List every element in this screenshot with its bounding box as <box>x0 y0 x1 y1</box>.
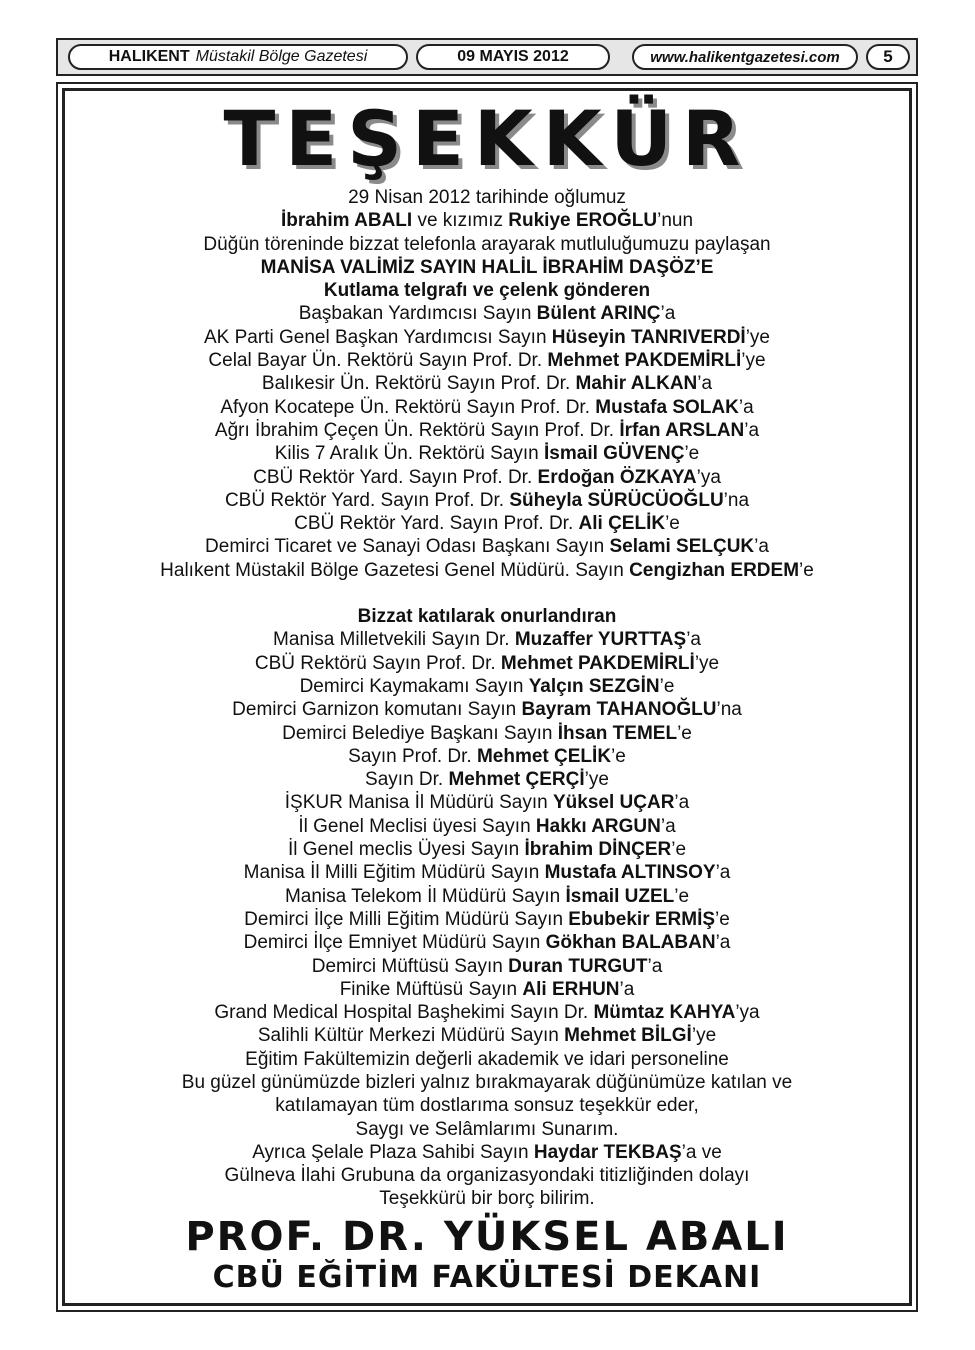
person-name: Selami SELÇUK <box>609 536 755 558</box>
thank-you-text <box>70 186 904 1211</box>
person-name: İsmail UZEL <box>565 885 675 907</box>
text-line-governor: MANİSA VALİMİZ SAYIN HALİL İBRAHİM DAŞÖZ’E <box>260 256 714 278</box>
person-name: Yüksel UÇAR <box>553 792 675 814</box>
person-name: Haydar TEKBAŞ <box>533 1141 682 1163</box>
text-line: İl Genel meclis Üyesi Sayın İbrahim DİNÇER’e <box>287 839 687 861</box>
person-name: Rukiye EROĞLU <box>508 210 658 232</box>
person-name: Muzaffer YURTTAŞ <box>514 629 687 651</box>
person-name: Mahir ALKAN <box>575 373 698 395</box>
text-line: Teşekkürü bir borç bilirim. <box>379 1188 595 1210</box>
text-line: İŞKUR Manisa İl Müdürü Sayın Yüksel UÇAR’a <box>284 792 690 814</box>
person-name: Hüseyin TANRIVERDİ <box>551 326 746 348</box>
person-name: İhsan TEMEL <box>557 722 678 744</box>
text-line: İbrahim ABALI ve kızımız Rukiye EROĞLU’nun <box>280 210 694 232</box>
person-name: Gökhan BALABAN <box>545 932 716 954</box>
text-line: Ayrıca Şelale Plaza Sahibi Sayın Haydar TEKBAŞ’a ve <box>252 1141 722 1163</box>
text-line: Manisa İl Milli Eğitim Müdürü Sayın Mustafa ALTINSOY’a <box>243 862 731 884</box>
person-name: İbrahim DİNÇER <box>524 839 672 861</box>
person-name: Mehmet ÇERÇİ <box>448 769 585 791</box>
text-line: Celal Bayar Ün. Rektörü Sayın Prof. Dr. Mehmet PAKDEMİRLİ’ye <box>208 350 766 372</box>
person-name: İrfan ARSLAN <box>619 419 745 441</box>
text-line: Demirci Müftüsü Sayın Duran TURGUT’a <box>311 955 663 977</box>
spacer <box>70 582 904 605</box>
person-name: Ali ERHUN <box>522 978 620 1000</box>
text-line: Saygı ve Selâmlarımı Sunarım. <box>355 1118 619 1140</box>
newspaper-subtitle: Müstakil Bölge Gazetesi <box>195 48 368 65</box>
text-line: Balıkesir Ün. Rektörü Sayın Prof. Dr. Mahir ALKAN’a <box>261 373 713 395</box>
person-name: Erdoğan ÖZKAYA <box>537 466 697 488</box>
text-line: Grand Medical Hospital Başhekimi Sayın Dr. Mümtaz KAHYA’ya <box>214 1002 760 1024</box>
person-name: Ali ÇELİK <box>578 513 666 535</box>
text-line: Afyon Kocatepe Ün. Rektörü Sayın Prof. Dr. Mustafa SOLAK’a <box>220 396 754 418</box>
person-name: Cengizhan ERDEM <box>629 559 800 581</box>
text-line: Demirci İlçe Emniyet Müdürü Sayın Gökhan BALABAN’a <box>243 932 731 954</box>
person-name: Mustafa SOLAK <box>595 396 739 418</box>
text-line: Salihli Kültür Merkezi Müdürü Sayın Mehmet BİLGİ’ye <box>257 1025 717 1047</box>
person-name: Süheyla SÜRÜCÜOĞLU <box>509 489 724 511</box>
person-name: Hakkı ARGUN <box>535 815 661 837</box>
text-line: katılamayan tüm dostlarıma sonsuz teşekkür eder, <box>275 1095 699 1117</box>
text-line: İl Genel Meclisi üyesi Sayın Hakkı ARGUN’a <box>298 815 676 837</box>
person-name: Mümtaz KAHYA <box>593 1002 736 1024</box>
text-line: CBÜ Rektör Yard. Sayın Prof. Dr. Erdoğan ÖZKAYA’ya <box>253 466 721 488</box>
person-name: Mehmet PAKDEMİRLİ <box>500 652 695 674</box>
signature-title: CBÜ EĞİTİM FAKÜLTESİ DEKANI <box>212 1260 762 1295</box>
person-name: İbrahim ABALI <box>280 210 413 232</box>
text-line: AK Parti Genel Başkan Yardımcısı Sayın Hüseyin TANRIVERDİ’ye <box>204 326 770 348</box>
ad-title: TEŞEKKÜR <box>223 94 751 183</box>
text-line: Düğün töreninde bizzat telefonla arayarak mutluluğumuzu paylaşan <box>203 233 771 255</box>
text-line: Finike Müftüsü Sayın Ali ERHUN’a <box>339 978 635 1000</box>
person-name: Mehmet BİLGİ <box>564 1025 692 1047</box>
page-number: 5 <box>866 44 910 70</box>
person-name: Mehmet ÇELİK <box>476 745 612 767</box>
text-line: Sayın Dr. Mehmet ÇERÇİ’ye <box>365 769 609 791</box>
person-name: Bülent ARINÇ <box>536 303 661 325</box>
person-name: Mustafa ALTINSOY <box>544 862 716 884</box>
section-heading-telegram: Kutlama telgrafı ve çelenk gönderen <box>323 280 651 302</box>
website-link[interactable]: www.halikentgazetesi.com <box>632 44 858 70</box>
person-name: Mehmet PAKDEMİRLİ <box>547 350 742 372</box>
issue-date: 09 MAYIS 2012 <box>416 44 610 70</box>
section-heading-attendees: Bizzat katılarak onurlandıran <box>357 606 617 628</box>
text-line: Sayın Prof. Dr. Mehmet ÇELİK’e <box>348 745 626 767</box>
person-name: Yalçın SEZGİN <box>528 675 660 697</box>
text-line: Manisa Telekom İl Müdürü Sayın İsmail UZEL’e <box>284 885 690 907</box>
newspaper-header <box>56 38 918 76</box>
text-line: Demirci İlçe Milli Eğitim Müdürü Sayın Ebubekir ERMİŞ’e <box>244 908 730 930</box>
text-line: CBÜ Rektörü Sayın Prof. Dr. Mehmet PAKDEMİRLİ’ye <box>254 652 720 674</box>
person-name: İsmail GÜVENÇ <box>544 443 685 465</box>
newspaper-name-pill <box>68 44 408 70</box>
text-line: Ağrı İbrahim Çeçen Ün. Rektörü Sayın Prof. Dr. İrfan ARSLAN’a <box>214 419 760 441</box>
text-line: Başbakan Yardımcısı Sayın Bülent ARINÇ’a <box>298 303 676 325</box>
person-name: Bayram TAHANOĞLU <box>521 699 717 721</box>
text-line: Kilis 7 Aralık Ün. Rektörü Sayın İsmail GÜVENÇ’e <box>274 443 700 465</box>
newspaper-name: HALIKENT <box>108 48 190 65</box>
signature-name: PROF. DR. YÜKSEL ABALI <box>185 1214 789 1260</box>
person-name: Duran TURGUT <box>508 955 648 977</box>
text-line: 29 Nisan 2012 tarihinde oğlumuz <box>348 187 626 208</box>
text-line: CBÜ Rektör Yard. Sayın Prof. Dr. Süheyla SÜRÜCÜOĞLU’na <box>224 489 750 511</box>
text-line: Demirci Kaymakamı Sayın Yalçın SEZGİN’e <box>299 675 675 697</box>
text-line: Demirci Ticaret ve Sanayi Odası Başkanı Sayın Selami SELÇUK’a <box>205 536 769 558</box>
text-line: CBÜ Rektör Yard. Sayın Prof. Dr. Ali ÇELİK’e <box>294 513 680 535</box>
text-line: Halıkent Müstakil Bölge Gazetesi Genel Müdürü. Sayın Cengizhan ERDEM’e <box>160 559 814 581</box>
text-line: Demirci Belediye Başkanı Sayın İhsan TEMEL’e <box>282 722 692 744</box>
text-line: Manisa Milletvekili Sayın Dr. Muzaffer YURTTAŞ’a <box>273 629 701 651</box>
text-line: Demirci Garnizon komutanı Sayın Bayram TAHANOĞLU’na <box>232 699 742 721</box>
text-line: Gülneva İlahi Grubuna da organizasyondaki titizliğinden dolayı <box>224 1165 750 1187</box>
text-line: Bu güzel günümüzde bizleri yalnız bırakmayarak düğünümüze katılan ve <box>181 1071 793 1093</box>
person-name: Ebubekir ERMİŞ <box>568 908 716 930</box>
text-line: Eğitim Fakültemizin değerli akademik ve idari personeline <box>245 1048 729 1070</box>
